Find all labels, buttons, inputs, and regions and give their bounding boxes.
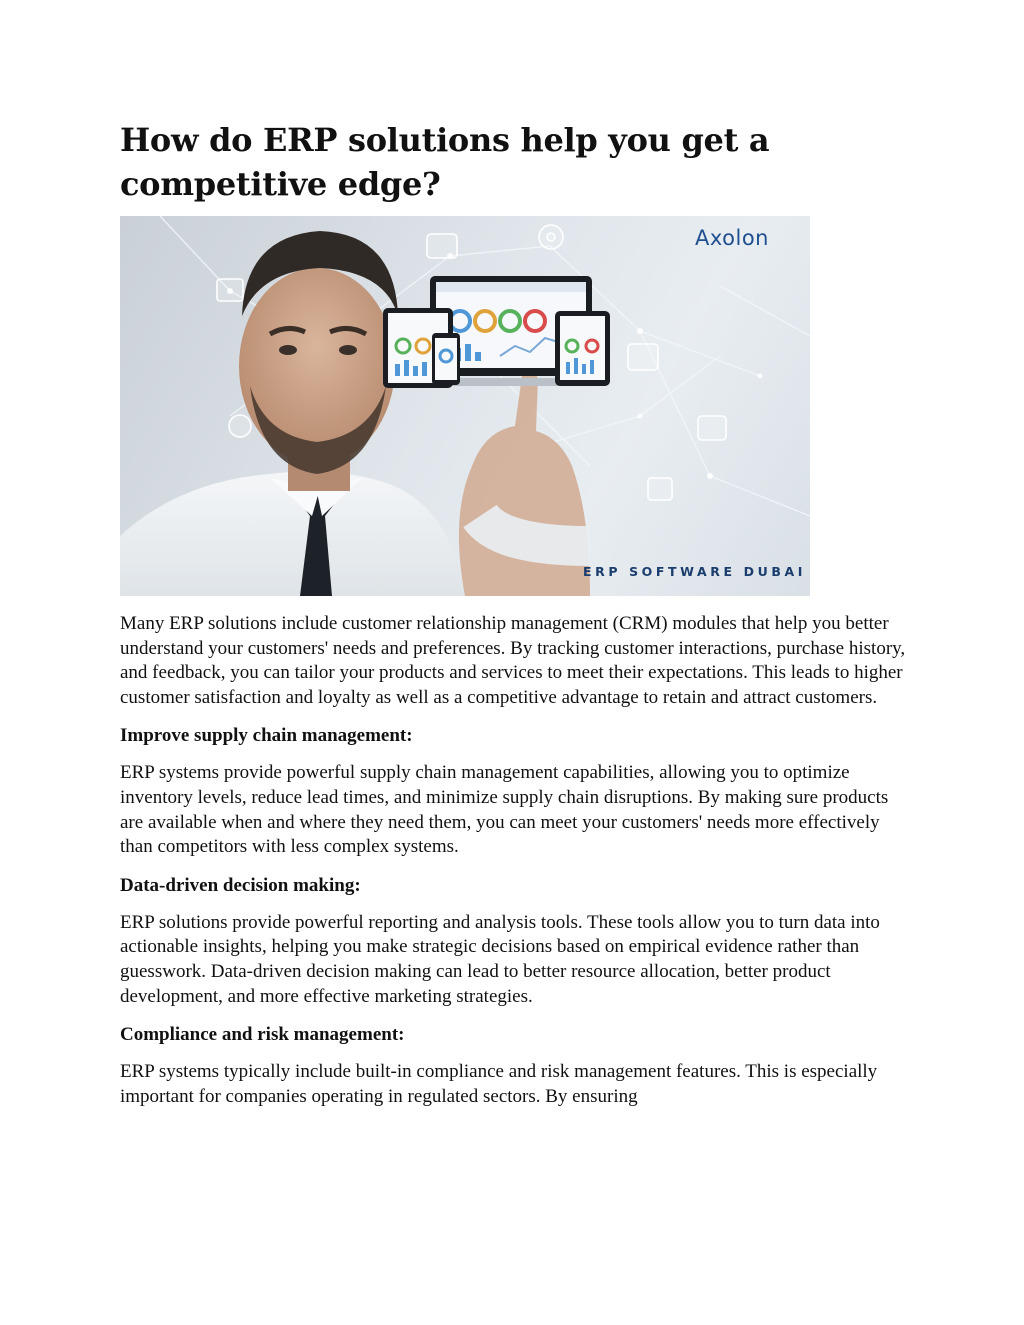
section-body-compliance: ERP systems typically include built-in compliance and risk management features. This is especially important for companies operating in regulated sectors. By ensuring (120, 1061, 878, 1107)
chat-icon (427, 234, 457, 258)
lock-icon (648, 478, 672, 500)
page-title: How do ERP solutions help you get a competitive edge? (120, 121, 770, 203)
devices-mockup (383, 276, 610, 388)
lightbulb-icon (229, 415, 251, 437)
hero-caption: ERP SOFTWARE DUBAI (583, 564, 806, 579)
section-body-supply-chain: ERP systems provide powerful supply chain management capabilities, allowing you to optimize inventory levels, reduce lead times, and minimize supply chain disruptions. By making sure products are available when and where they need them, you can meet your customers' needs more effectively than competitors with less complex systems. (120, 762, 889, 858)
section-body-data-driven: ERP solutions provide powerful reporting and analysis tools. These tools allow you to turn data into actionable insights, helping you make strategic decisions based on empirical evidence rather than guesswork. Data-driven decision making can lead to better resource allocation, better product development, and more effective marketing strategies. (120, 911, 880, 1007)
section-heading-data-driven: Data-driven decision making: (120, 874, 361, 896)
chart-icon (698, 416, 726, 440)
document-icon (217, 279, 243, 301)
intro-paragraph: Many ERP solutions include customer relationship management (CRM) modules that help you better understand your customers' needs and preferences. By tracking customer interactions, purchase history, and feedback, you can tailor your products and services to meet their expectations. This leads to higher customer satisfaction and loyalty as well as a competitive advantage to retain and attract customers. (120, 613, 906, 708)
document-page (120, 118, 910, 1109)
home-icon (628, 344, 658, 370)
section-heading-supply-chain: Improve supply chain management: (120, 725, 413, 747)
hero-image (120, 216, 810, 596)
section-heading-compliance: Compliance and risk management: (120, 1024, 405, 1046)
hero-illustration (120, 216, 810, 596)
brand-logo: Axolon (695, 226, 769, 250)
